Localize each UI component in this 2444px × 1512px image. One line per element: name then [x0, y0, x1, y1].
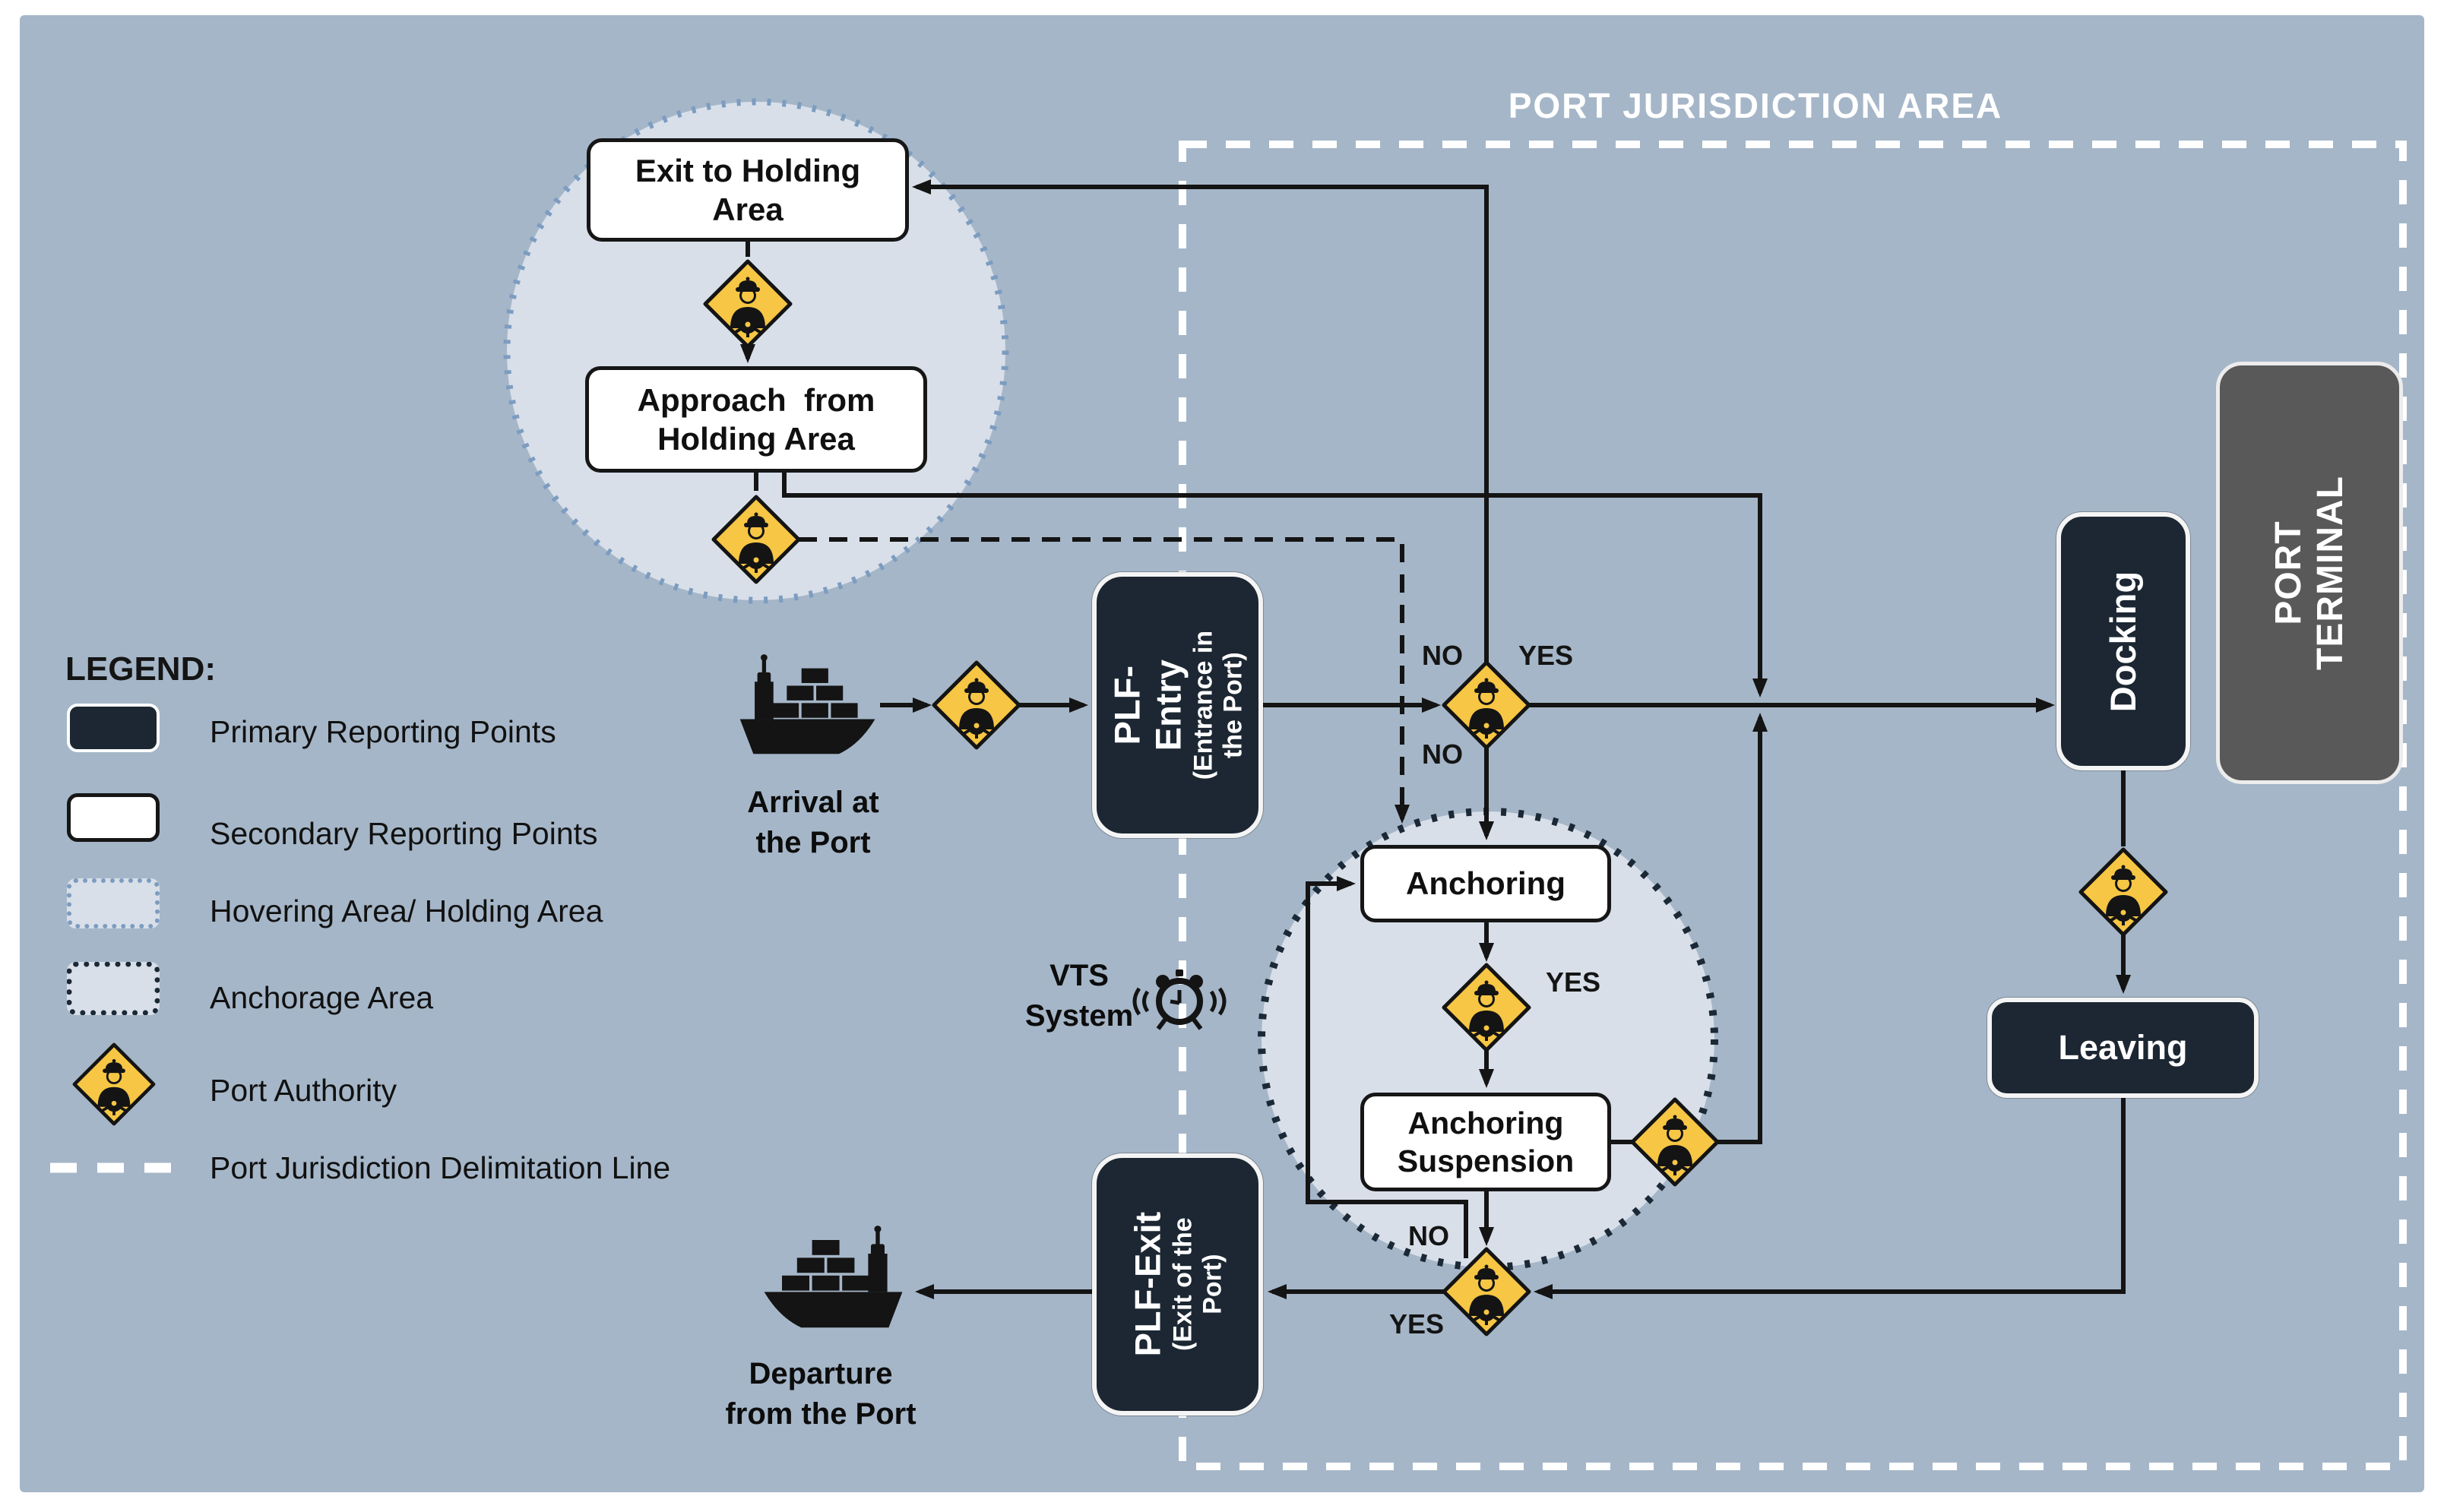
- node-label: Suspension: [1397, 1143, 1575, 1178]
- caption-line: from the Port: [725, 1397, 916, 1431]
- legend-item-label: Port Jurisdiction Delimitation Line: [210, 1150, 671, 1185]
- entry-decision-yes: YES: [1518, 640, 1574, 671]
- node-sublabel: (Entrance in the Port): [1189, 630, 1248, 780]
- node-label: Area: [712, 191, 784, 227]
- entry-decision-no-up: NO: [1422, 640, 1463, 671]
- node-label: Leaving: [2058, 1028, 2188, 1067]
- primary-reporting-swatch: [67, 704, 160, 752]
- port-terminal-block: [2216, 362, 2403, 784]
- caption-line: the Port: [755, 825, 871, 859]
- node-label: PLF-Exit: [1127, 1212, 1168, 1357]
- legend-item-label: Anchorage Area: [210, 980, 434, 1015]
- anchorage-area-swatch: [67, 962, 160, 1015]
- exit-decision-yes: YES: [1388, 1308, 1444, 1340]
- caption-line: Departure: [749, 1357, 893, 1390]
- node-label: Approach from: [637, 381, 875, 418]
- hovering-area-swatch: [67, 878, 160, 928]
- legend-item-label: Primary Reporting Points: [210, 714, 556, 749]
- node-label: Docking: [2103, 571, 2144, 712]
- legend-item-label: Hovering Area/ Holding Area: [210, 894, 603, 928]
- node-exit-to-holding-area: [587, 138, 909, 242]
- departure-caption: [669, 1354, 973, 1435]
- legend-item-label: Port Authority: [210, 1073, 397, 1108]
- node-anchoring-suspension: [1360, 1093, 1611, 1191]
- node-plf-exit: [1092, 1153, 1263, 1416]
- node-label: Holding Area: [657, 421, 855, 457]
- plf-exit-text: [1127, 1204, 1227, 1365]
- node-label: PORT TERMINAL: [2268, 476, 2351, 670]
- node-leaving: [1987, 998, 2259, 1098]
- node-label: PLF-Entry: [1106, 659, 1189, 751]
- node-docking: [2056, 512, 2190, 770]
- node-plf-entry: [1092, 572, 1263, 838]
- caption-line: VTS: [1049, 959, 1109, 992]
- anchoring-decision-yes: YES: [1546, 966, 1601, 998]
- port-jurisdiction-title: PORT JURISDICTION AREA: [1508, 86, 2003, 125]
- legend-heading: LEGEND:: [65, 650, 216, 688]
- plf-entry-text: [1106, 625, 1248, 786]
- caption-line: System: [1024, 998, 1134, 1033]
- caption-line: Arrival at: [747, 786, 879, 819]
- node-label: Anchoring: [1407, 1105, 1564, 1140]
- node-approach-from-holding-area: [585, 366, 927, 473]
- entry-decision-no-down: NO: [1422, 739, 1463, 770]
- node-anchoring: [1360, 845, 1611, 922]
- node-label: Anchoring: [1406, 865, 1565, 902]
- exit-decision-no: NO: [1408, 1220, 1449, 1251]
- node-label: Exit to Holding: [635, 152, 861, 188]
- node-sublabel: (Exit of the Port): [1168, 1217, 1227, 1352]
- vts-system-caption: [1003, 956, 1155, 1036]
- secondary-reporting-swatch: [67, 793, 160, 842]
- legend-item-label: Secondary Reporting Points: [210, 816, 598, 851]
